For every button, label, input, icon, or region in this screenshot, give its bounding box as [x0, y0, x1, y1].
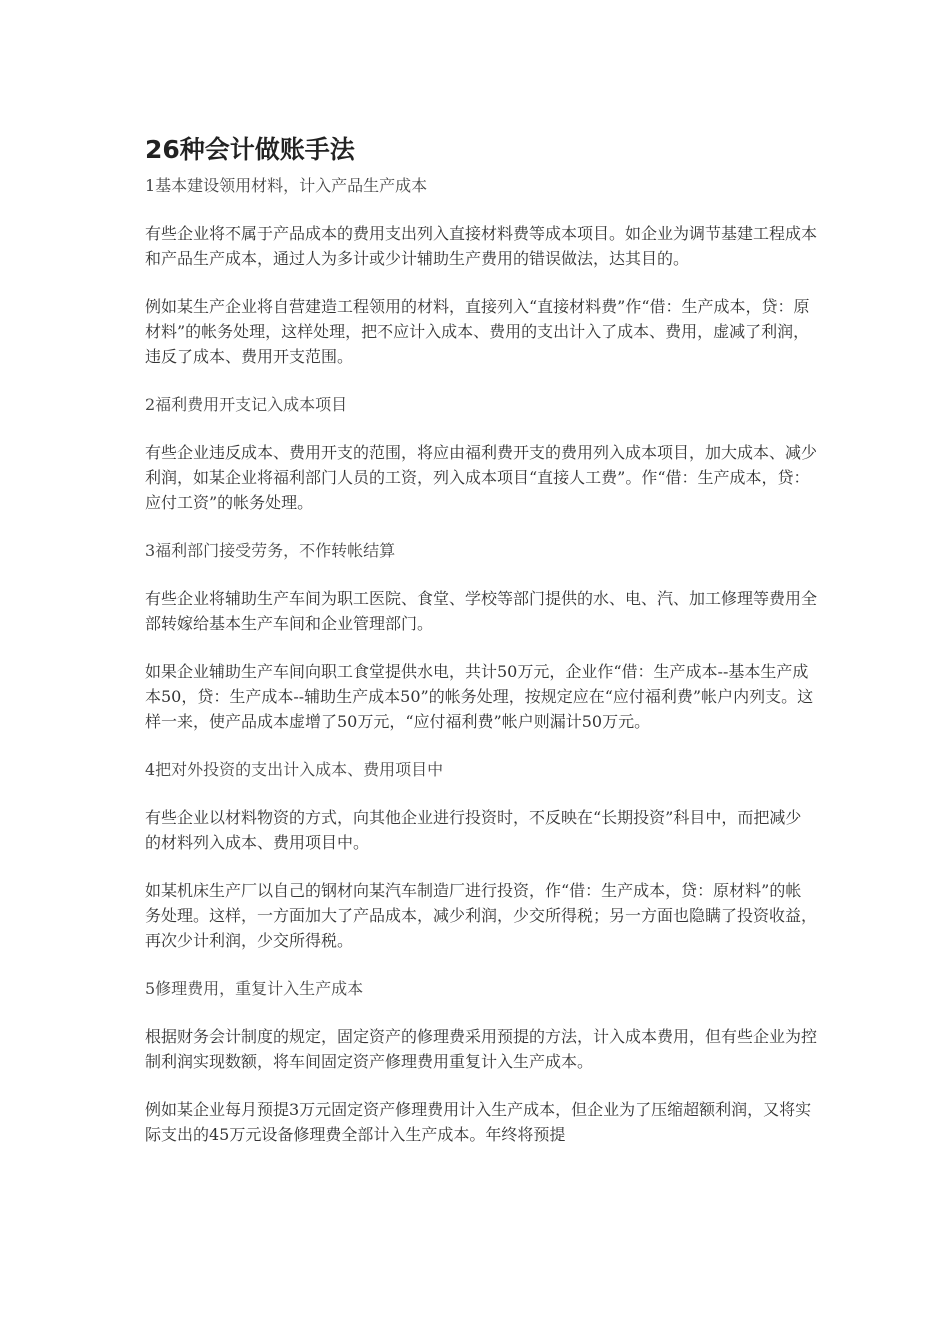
paragraph: 根据财务会计制度的规定，固定资产的修理费采用预提的方法，计入成本费用，但有些企业为控制利润实现数额，将车间固定资产修理费用重复计入生产成本。 — [145, 1027, 818, 1071]
paragraph: 有些企业将辅助生产车间为职工医院、食堂、学校等部门提供的水、电、汽、加工修理等费用全部转嫁给基本生产车间和企业管理部门。 — [145, 589, 818, 633]
paragraph: 如某机床生产厂以自己的钢材向某汽车制造厂进行投资，作“借：生产成本，贷：原材料”的帐务处理。这样，一方面加大了产品成本，减少利润，少交所得税；另一方面也隐瞒了投资收益，再次少计利润，少交所得税。 — [145, 881, 818, 950]
section-heading: 2福利费用开支记入成本项目 — [145, 395, 348, 414]
paragraph: 有些企业将不属于产品成本的费用支出列入直接材料费等成本项目。如企业为调节基建工程成本和产品生产成本，通过人为多计或少计辅助生产费用的错误做法，达其目的。 — [145, 224, 818, 268]
document-title: 26种会计做账手法 — [145, 135, 355, 164]
paragraph: 有些企业违反成本、费用开支的范围，将应由福利费开支的费用列入成本项目，加大成本、减少利润，如某企业将福利部门人员的工资，列入成本项目“直接人工费”。作“借：生产成本，贷：应付工资”的帐务处理。 — [145, 443, 818, 512]
paragraph: 例如某企业每月预提3万元固定资产修理费用计入生产成本，但企业为了压缩超额利润，又将实际支出的45万元设备修理费全部计入生产成本。年终将预提 — [145, 1100, 812, 1144]
paragraph: 有些企业以材料物资的方式，向其他企业进行投资时，不反映在“长期投资”科目中，而把减少的材料列入成本、费用项目中。 — [145, 808, 802, 852]
section-heading: 3福利部门接受劳务，不作转帐结算 — [145, 541, 396, 560]
section-heading: 1基本建设领用材料，计入产品生产成本 — [145, 176, 428, 195]
section-heading: 5修理费用，重复计入生产成本 — [145, 979, 364, 998]
section-heading: 4把对外投资的支出计入成本、费用项目中 — [145, 760, 444, 779]
paragraph: 例如某生产企业将自营建造工程领用的材料，直接列入“直接材料费”作“借：生产成本，贷：原材料”的帐务处理，这样处理，把不应计入成本、费用的支出计入了成本、费用，虚减了利润，违反了成本、费用开支范围。 — [145, 297, 810, 366]
paragraph: 如果企业辅助生产车间向职工食堂提供水电，共计50万元，企业作“借：生产成本--基本生产成本50，贷：生产成本--辅助生产成本50”的帐务处理，按规定应在“应付福利费”帐户内列支。这样一来，使产品成本虚增了50万元，“应付福利费”帐户则漏计50万元。 — [145, 662, 814, 731]
document-page — [145, 130, 817, 1170]
